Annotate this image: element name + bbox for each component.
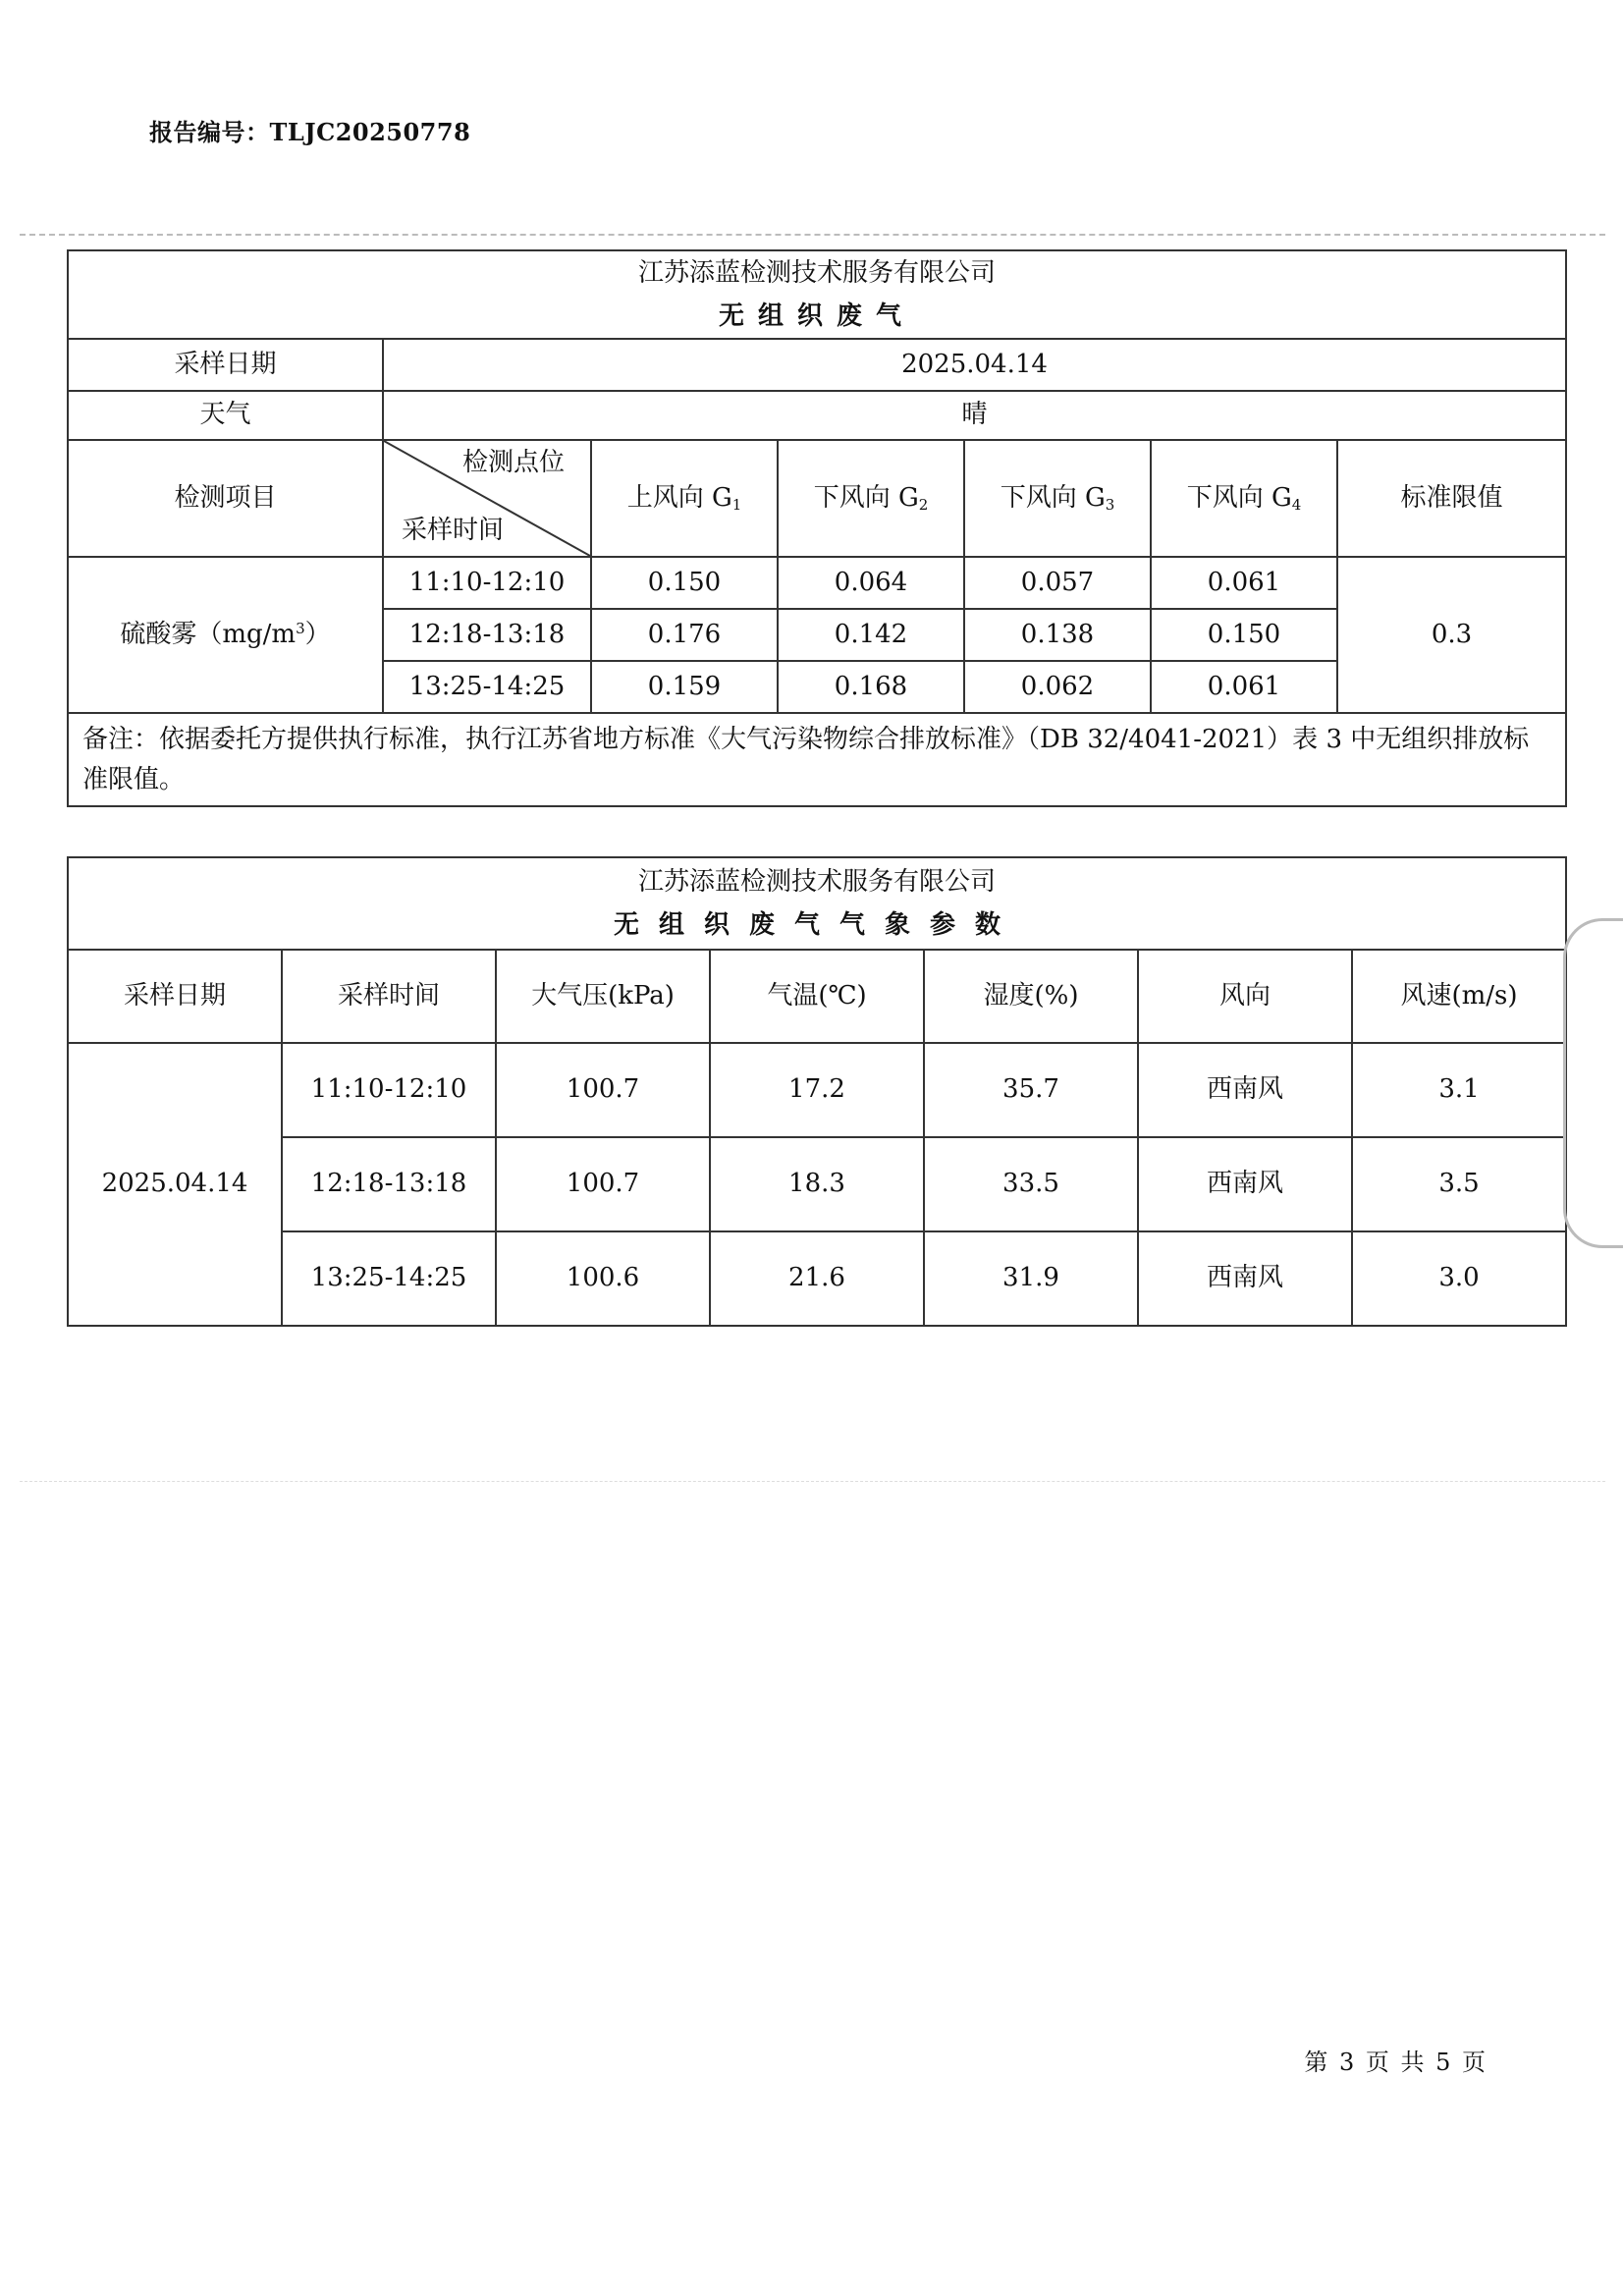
header-wind-direction: 风向 [1138, 950, 1352, 1043]
bottom-divider [20, 1481, 1605, 1482]
met-row3-pressure: 100.6 [496, 1231, 710, 1326]
header-pressure: 大气压(kPa) [496, 950, 710, 1043]
row1-g2: 0.064 [778, 557, 964, 609]
time-label: 采样时间 [402, 516, 505, 546]
met-row2-wind-direction: 西南风 [1138, 1137, 1352, 1231]
table1-note: 备注：依据委托方提供执行标准，执行江苏省地方标准《大气污染物综合排放标准》（DB 32/4041-2021）表 3 中无组织排放标准限值。 [68, 713, 1566, 806]
met-row1-temperature: 17.2 [710, 1043, 924, 1137]
row3-g3: 0.062 [964, 661, 1151, 713]
header-wind-speed: 风速(m/s) [1352, 950, 1566, 1043]
met-row2-humidity: 33.5 [924, 1137, 1138, 1231]
limit-value: 0.3 [1337, 557, 1566, 713]
row2-time: 12:18-13:18 [383, 609, 591, 661]
point-header-g1: 上风向 $G_1$ [591, 440, 778, 557]
weather-value: 晴 [383, 391, 1566, 440]
item-name: 硫酸雾$(mg/m^3)$ [68, 557, 383, 713]
limit-header: 标准限值 [1337, 440, 1566, 557]
table1-title-cell [68, 250, 1566, 339]
row3-g1: 0.159 [591, 661, 778, 713]
row2-g2: 0.142 [778, 609, 964, 661]
met-row3-wind-speed: 3.0 [1352, 1231, 1566, 1326]
point-header-g3: 下风向 $G_3$ [964, 440, 1151, 557]
row3-g4: 0.061 [1151, 661, 1337, 713]
table2-company: 江苏添蓝检测技术服务有限公司 [638, 866, 997, 897]
row1-g1: 0.150 [591, 557, 778, 609]
point-header-g2: 下风向 $G_2$ [778, 440, 964, 557]
met-row2-pressure: 100.7 [496, 1137, 710, 1231]
partial-seal-stamp [1563, 918, 1623, 1248]
row1-g3: 0.057 [964, 557, 1151, 609]
page-number: 第 3 页 共 5 页 [1304, 2049, 1488, 2076]
row1-time: 11:10-12:10 [383, 557, 591, 609]
met-row2-wind-speed: 3.5 [1352, 1137, 1566, 1231]
met-row2-temperature: 18.3 [710, 1137, 924, 1231]
table1-title: 无组织废气 [719, 301, 916, 332]
weather-label: 天气 [68, 391, 383, 440]
header-temperature: 气温(℃) [710, 950, 924, 1043]
met-row3-humidity: 31.9 [924, 1231, 1138, 1326]
met-row1-humidity: 35.7 [924, 1043, 1138, 1137]
item-label: 检测项目 [68, 440, 383, 557]
met-row3-temperature: 21.6 [710, 1231, 924, 1326]
met-row2-time: 12:18-13:18 [282, 1137, 496, 1231]
header-date: 采样日期 [68, 950, 282, 1043]
met-row1-pressure: 100.7 [496, 1043, 710, 1137]
table2-title-cell [68, 857, 1566, 950]
meteorological-parameters-table [67, 856, 1567, 1327]
report-number: 报告编号：TLJC20250778 [149, 118, 471, 146]
table1-company: 江苏添蓝检测技术服务有限公司 [638, 258, 997, 288]
row2-g4: 0.150 [1151, 609, 1337, 661]
point-label: 检测点位 [461, 448, 565, 478]
met-row3-wind-direction: 西南风 [1138, 1231, 1352, 1326]
row1-g4: 0.061 [1151, 557, 1337, 609]
row2-g1: 0.176 [591, 609, 778, 661]
met-row1-wind-direction: 西南风 [1138, 1043, 1352, 1137]
top-divider [20, 234, 1605, 236]
unorganized-waste-gas-table [67, 249, 1567, 807]
point-header-g4: 下风向 $G_4$ [1151, 440, 1337, 557]
met-row3-time: 13:25-14:25 [282, 1231, 496, 1326]
diagonal-header-cell [383, 440, 591, 557]
table2-title: 无组织废气气象参数 [614, 910, 1021, 940]
sampling-date-value: 2025.04.14 [383, 339, 1566, 391]
row2-g3: 0.138 [964, 609, 1151, 661]
row3-time: 13:25-14:25 [383, 661, 591, 713]
row3-g2: 0.168 [778, 661, 964, 713]
sampling-date-label: 采样日期 [68, 339, 383, 391]
header-time: 采样时间 [282, 950, 496, 1043]
met-row1-time: 11:10-12:10 [282, 1043, 496, 1137]
met-date: 2025.04.14 [68, 1043, 282, 1326]
met-row1-wind-speed: 3.1 [1352, 1043, 1566, 1137]
header-humidity: 湿度(%) [924, 950, 1138, 1043]
